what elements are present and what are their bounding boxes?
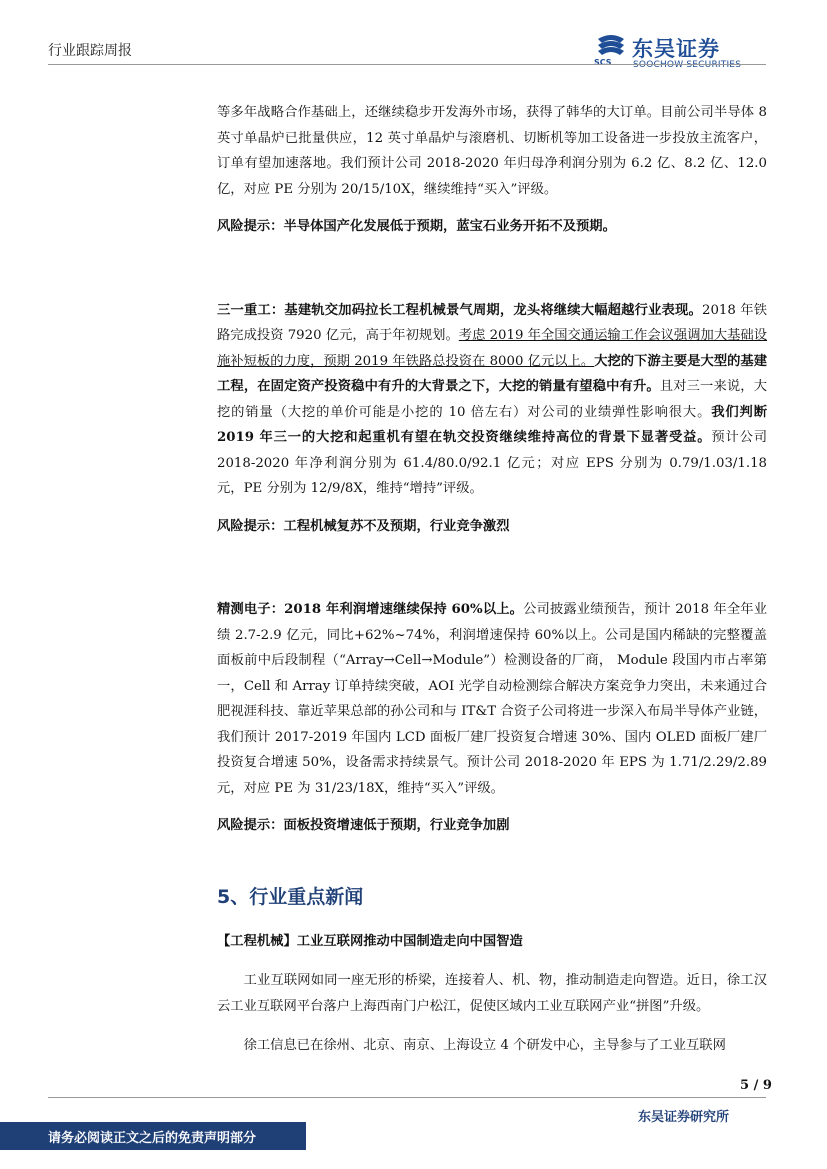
logo-chinese-name: 东吴证券 xyxy=(632,37,720,61)
jingce-lead: 精测电子：2018 年利润增速继续保持 60%以上。 xyxy=(217,602,524,617)
footer-organization: 东吴证券研究所 xyxy=(638,1110,730,1125)
report-body xyxy=(217,100,767,1059)
logo-english-name: SOOCHOW SECURITIES xyxy=(633,60,742,70)
company-analysis-jingce xyxy=(217,597,767,801)
sany-text-3: 预计公司 2018-2020 年净利润分别为 61.4/80.0/92.1 亿元；对应 EPS 分别为 0.79/1.03/1.18 元，PE 分别为 12/9/8X，维持“增持”评级。 xyxy=(217,430,768,496)
disclaimer-bar xyxy=(0,1122,306,1150)
logo-mark-icon xyxy=(594,33,628,59)
risk-note-2: 风险提示：工程机械复苏不及预期，行业竞争激烈 xyxy=(217,518,510,534)
page-number: 5 / 9 xyxy=(740,1078,772,1093)
news-paragraph-1: 工业互联网如同一座无形的桥梁，连接着人、机、物，推动制造走向智造。近日，徐工汉云工业互联网平台落户上海西南门户松江，促使区域内工业互联网产业“拼图”升级。 xyxy=(217,973,767,1014)
paragraph-continued: 等多年战略合作基础上，还继续稳步开发海外市场，获得了韩华的大订单。目前公司半导体 8 英寸单晶炉已批量供应，12 英寸单晶炉与滚磨机、切断机等加工设备进一步投放主流客户，订单有望加速落地。我们预计公司 2018-2020 年归母净利润分别为 6.2 亿、8.2 亿、12.0 亿，对应 PE 分别为 20/15/10X，继续维持“买入”评级。 xyxy=(217,105,767,197)
logo-abbr: SCS xyxy=(594,58,612,67)
sany-bold-2: 我们判断 2019 年三一的大挖和起重机有望在轨交投资继续维持高位的背景下显著受益。 xyxy=(217,404,767,445)
footer-divider xyxy=(48,1097,766,1098)
sany-lead: 三一重工：基建轨交加码拉长工程机械景气周期，龙头将继续大幅超越行业表现。 xyxy=(217,302,702,318)
company-logo xyxy=(592,33,772,73)
header-divider xyxy=(48,64,766,65)
sany-text-1: 2018 年铁路完成投资 7920 亿元，高于年初规划。 xyxy=(217,302,767,343)
sany-underlined: 考虑 2019 年全国交通运输工作会议强调加大基础设施补短板的力度，预期 2019 年铁路总投资在 8000 亿元以上。 xyxy=(217,328,768,369)
page-header-label: 行业跟踪周报 xyxy=(48,43,132,59)
jingce-text: 公司披露业绩预告，预计 2018 年全年业绩 2.7-2.9 亿元，同比+62%~74%，利润增速保持 60%以上。公司是国内稀缺的完整覆盖面板前中后段制程（“Array→Cell→Module”）检测设备的厂商， Module 段国内市占率第一，Cell 和 Array 订单持续突破，AOI 光学自动检测综合解决方案竞争力突出，未来通过合肥视涯科技、靠近苹果总部的孙公司和与 IT&T 合资子公司将进一步深入布局半导体产业链，我们预计 2017-2019 年国内 LCD 面板厂建厂投资复合增速 30%、国内 OLED 面板厂建厂投资复合增速 50%，设备需求持续景气。预计公司 2018-2020 年 EPS 为 1.71/2.29/2.89 元，对应 PE 为 31/23/18X，维持“买入”评级。 xyxy=(217,602,768,796)
news-headline: 【工程机械】工业互联网推动中国制造走向中国智造 xyxy=(217,933,523,949)
disclaimer-text: 请务必阅读正文之后的免责声明部分 xyxy=(48,1131,257,1146)
risk-note-1: 风险提示：半导体国产化发展低于预期，蓝宝石业务开拓不及预期。 xyxy=(217,219,616,234)
risk-note-3: 风险提示：面板投资增速低于预期，行业竞争加剧 xyxy=(217,818,510,833)
news-paragraph-2: 徐工信息已在徐州、北京、南京、上海设立 4 个研发中心，主导参与了工业互联网 xyxy=(243,1038,726,1053)
company-analysis-sany xyxy=(217,298,767,502)
sany-bold-1: 大挖的下游主要是大型的基建工程，在固定资产投资稳中有升的大背景之下，大挖的销量有望稳中有升。 xyxy=(217,353,768,394)
section-title: 5、行业重点新闻 xyxy=(217,885,364,908)
sany-text-2: 且对三一来说，大挖的销量（大挖的单价可能是小挖的 10 倍左右）对公司的业绩弹性影响很大。 xyxy=(217,379,768,420)
